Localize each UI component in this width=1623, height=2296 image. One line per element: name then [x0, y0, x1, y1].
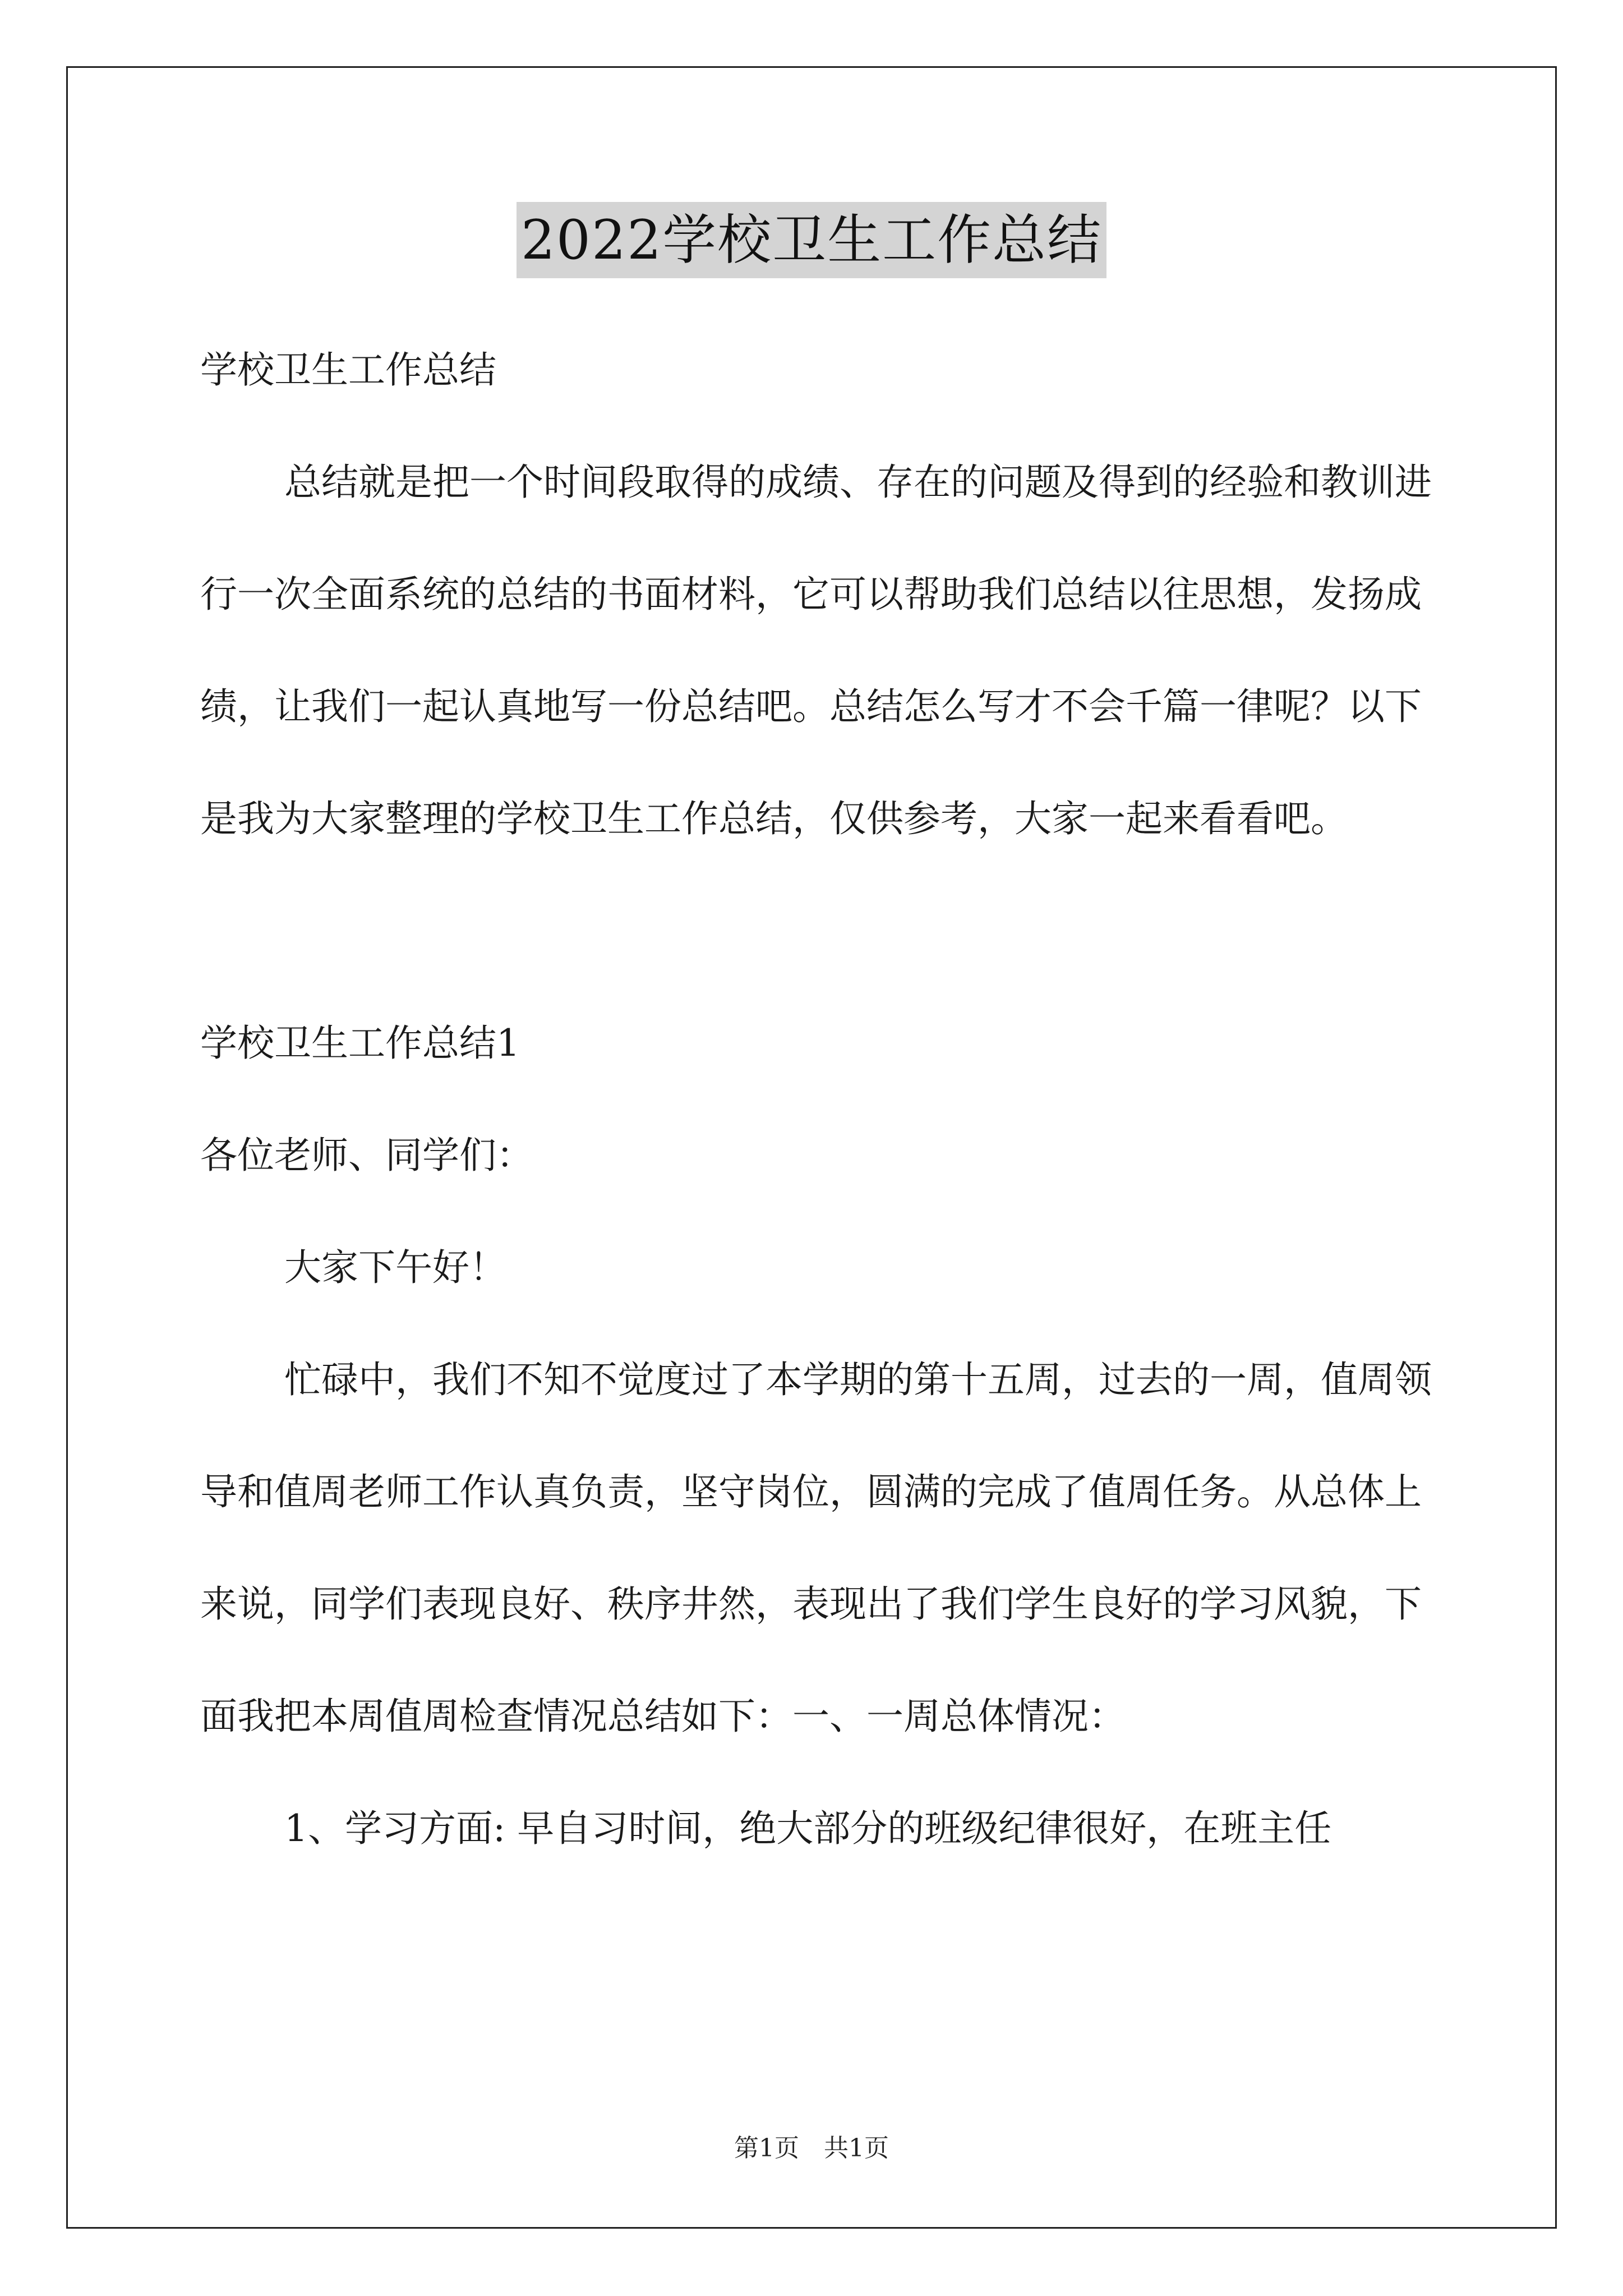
document-body	[200, 314, 1451, 1885]
spacer	[200, 875, 1451, 987]
intro-paragraph: 总结就是把一个时间段取得的成绩、存在的问题及得到的经验和教训进行一次全面系统的总结的书面材料，它可以帮助我们总结以往思想，发扬成绩，让我们一起认真地写一份总结吧。总结怎么写才不会千篇一律呢？以下是我为大家整理的学校卫生工作总结，仅供参考，大家一起来看看吧。	[200, 461, 1432, 840]
body-paragraph-1: 忙碌中，我们不知不觉度过了本学期的第十五周，过去的一周，值周领导和值周老师工作认真负责，坚守岗位，圆满的完成了值周任务。从总体上来说，同学们表现良好、秩序井然，表现出了我们学生良好的学习风貌，下面我把本周值周检查情况总结如下：一、一周总体情况：	[200, 1358, 1432, 1738]
subtitle: 学校卫生工作总结	[200, 348, 496, 392]
section-heading: 学校卫生工作总结1	[200, 1022, 520, 1065]
title-container	[0, 202, 1623, 278]
body-paragraph-2: 1、学习方面: 早自习时间，绝大部分的班级纪律很好，在班主任	[284, 1807, 1332, 1850]
greeting: 大家下午好！	[284, 1246, 506, 1289]
page-number: 第1页	[734, 2134, 799, 2162]
page-footer	[0, 2132, 1623, 2165]
salutation: 各位老师、同学们：	[200, 1134, 533, 1177]
page-total: 共1页	[824, 2134, 889, 2162]
document-title: 2022学校卫生工作总结	[517, 202, 1106, 278]
